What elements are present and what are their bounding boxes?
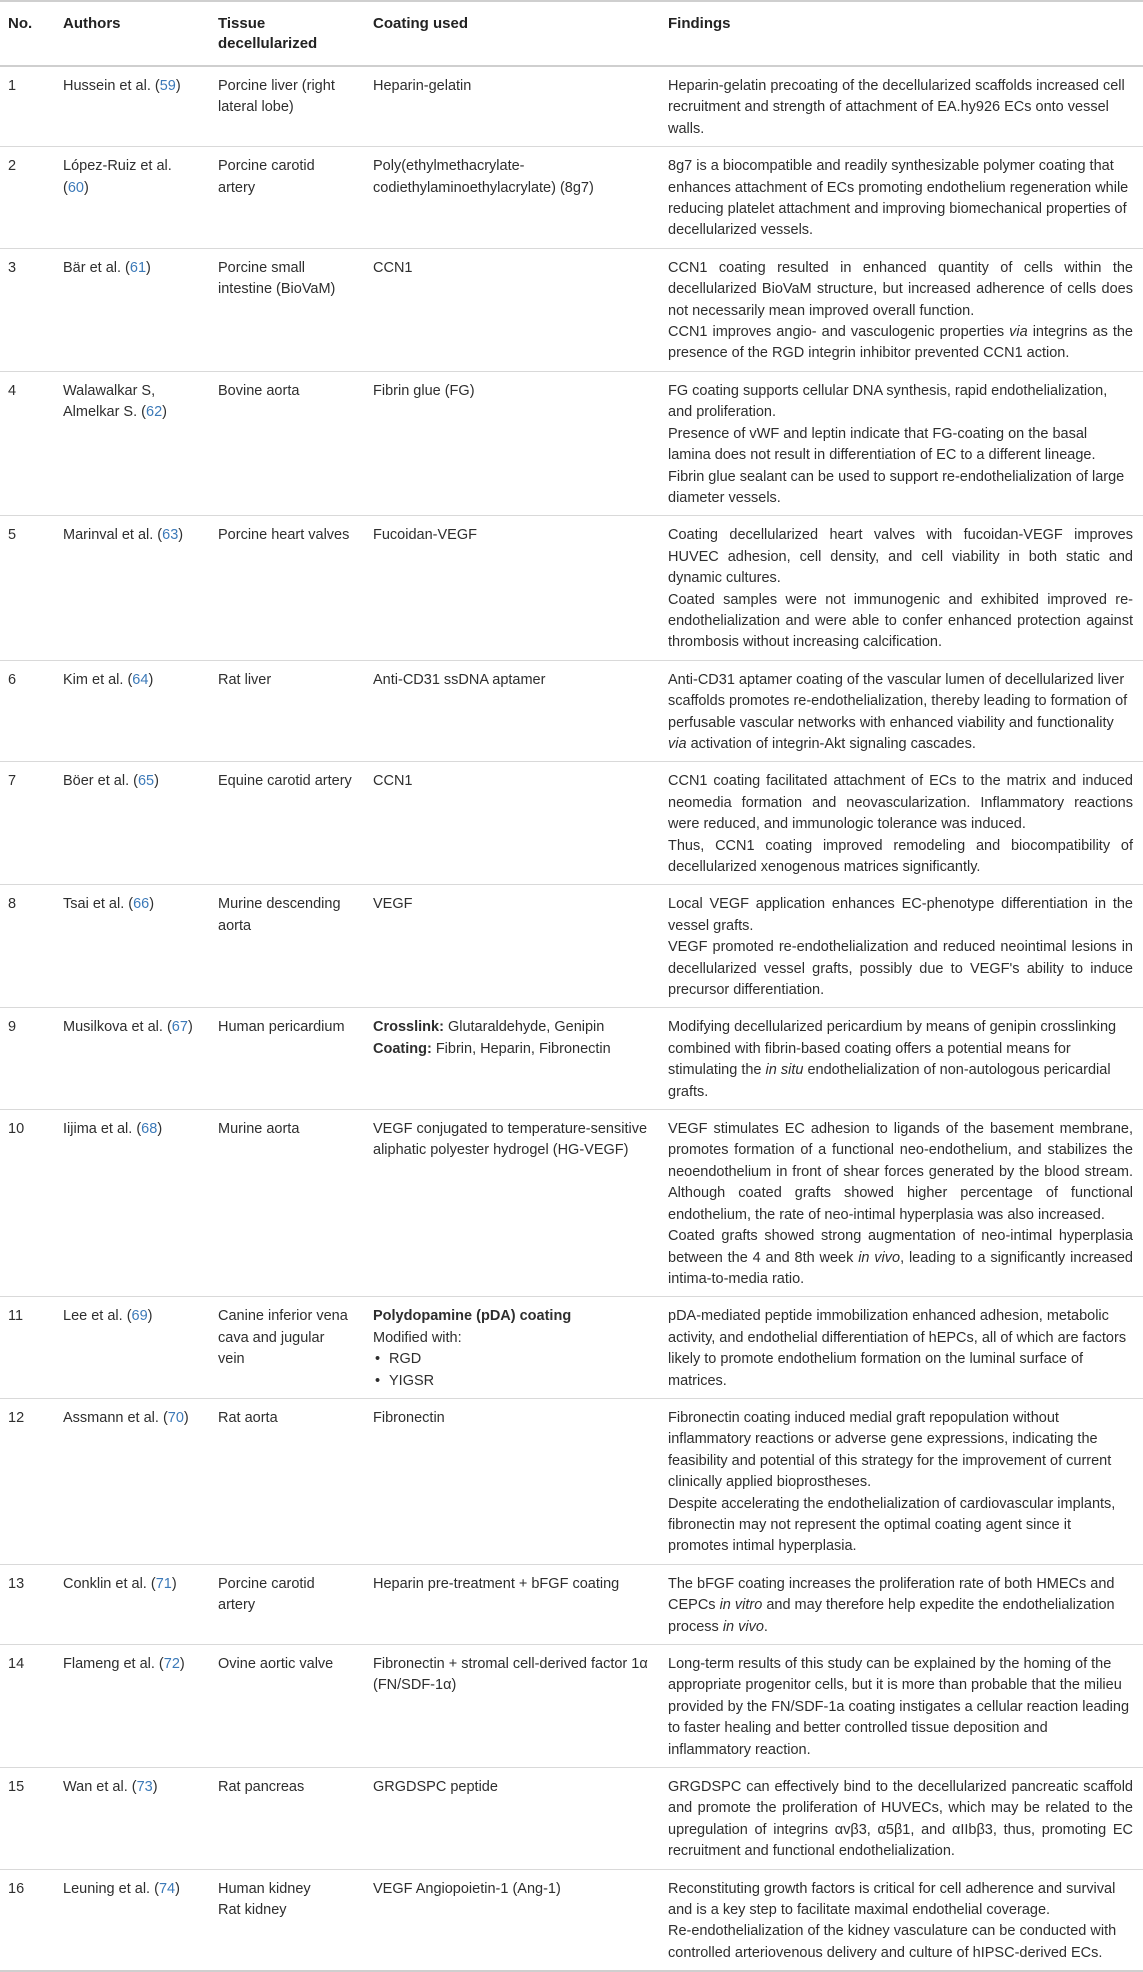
- finding-paragraph: 8g7 is a biocompatible and readily synthesizable polymer coating that enhances attachment of ECs promoting endothelium regeneration while reducing platelet attachment and improving biomechanical properties of decellularized vessels.: [668, 158, 1129, 239]
- table-body: [0, 66, 1143, 1971]
- row-tissue: Porcine liver (right lateral lobe): [210, 66, 365, 147]
- author-names: López-Ruiz et al.: [63, 158, 172, 175]
- row-number: 6: [0, 660, 55, 762]
- row-number: 2: [0, 147, 55, 249]
- row-findings: [660, 1297, 1143, 1399]
- header-findings: Findings: [660, 1, 1143, 66]
- row-authors: Assmann et al. (70): [55, 1398, 210, 1564]
- table-row: [0, 66, 1143, 147]
- citation-link[interactable]: 66: [133, 896, 150, 913]
- row-authors: Böer et al. (65): [55, 762, 210, 885]
- row-coating: [365, 1297, 660, 1399]
- row-number: 8: [0, 885, 55, 1008]
- row-findings: [660, 147, 1143, 249]
- finding-paragraph: Coated samples were not immunogenic and exhibited improved re-endothelialization and were able to confer enhanced protection against thrombosis without increasing calcification.: [668, 591, 1133, 651]
- row-number: 5: [0, 516, 55, 660]
- row-coating: Anti-CD31 ssDNA aptamer: [365, 660, 660, 762]
- row-findings: [660, 1008, 1143, 1110]
- row-tissue: Canine inferior vena cava and jugular vein: [210, 1297, 365, 1399]
- author-names: Leuning et al.: [63, 1880, 151, 1897]
- citation-link[interactable]: 69: [131, 1308, 148, 1325]
- row-authors: Wan et al. (73): [55, 1768, 210, 1870]
- finding-paragraph: FG coating supports cellular DNA synthesis, rapid endothelialization, and proliferation.: [668, 382, 1108, 421]
- citation-link[interactable]: 72: [163, 1656, 180, 1672]
- coating-subtitle: Modified with:: [373, 1329, 462, 1346]
- citation-link[interactable]: 64: [132, 671, 149, 688]
- coating-modifier-item: • RGD: [389, 1349, 650, 1370]
- row-authors: Marinval et al. (63): [55, 516, 210, 660]
- row-number: 11: [0, 1297, 55, 1399]
- citation-link[interactable]: 73: [136, 1779, 153, 1796]
- table-row: [0, 1398, 1143, 1564]
- finding-paragraph: Re-endothelialization of the kidney vasculature can be conducted with controlled arteriovenous delivery and culture of hIPSC-derived ECs.: [668, 1923, 1117, 1961]
- row-authors: Kim et al. (64): [55, 660, 210, 762]
- table-row: [0, 516, 1143, 660]
- row-number: 3: [0, 248, 55, 371]
- table-row: [0, 1297, 1143, 1399]
- row-coating: CCN1: [365, 762, 660, 885]
- finding-paragraph: Despite accelerating the endothelialization of cardiovascular implants, fibronectin may not represent the optimal coating agent since it promotes intimal hyperplasia.: [668, 1495, 1116, 1555]
- citation-link[interactable]: 59: [159, 78, 176, 94]
- row-tissue: Rat liver: [210, 660, 365, 762]
- row-tissue: Human pericardium: [210, 1008, 365, 1110]
- row-findings: [660, 1768, 1143, 1870]
- citation-link[interactable]: 65: [137, 773, 155, 790]
- table-row: [0, 1110, 1143, 1297]
- table-row: [0, 1869, 1143, 1971]
- row-number: 10: [0, 1110, 55, 1297]
- row-coating: CCN1: [365, 248, 660, 371]
- table-row: [0, 371, 1143, 515]
- citation-link[interactable]: 70: [167, 1409, 184, 1426]
- author-names: Conklin et al.: [63, 1575, 147, 1592]
- author-names: Kim et al.: [63, 671, 124, 688]
- header-no: No.: [0, 1, 55, 66]
- row-findings: [660, 1564, 1143, 1644]
- row-number: 12: [0, 1398, 55, 1564]
- row-tissue: Ovine aortic valve: [210, 1645, 365, 1768]
- finding-paragraph: Thus, CCN1 coating improved remodeling and biocompatibility of decellularized xenogenous matrices significantly.: [668, 837, 1133, 875]
- row-findings: [660, 66, 1143, 147]
- row-coating: Heparin pre-treatment + bFGF coating: [365, 1564, 660, 1644]
- row-findings: [660, 1645, 1143, 1768]
- row-findings: [660, 1398, 1143, 1564]
- author-names: Hussein et al.: [63, 78, 151, 94]
- finding-paragraph: GRGDSPC can effectively bind to the decellularized pancreatic scaffold and promote the proliferation of HUVECs, which may be related to the upregulation of integrins αvβ3, α5β1, and αIIbβ3, thus, promoting EC recruitment and functional endothelialization.: [668, 1779, 1133, 1860]
- author-names: Flameng et al.: [63, 1656, 155, 1672]
- coating-modifier-item: • YIGSR: [389, 1371, 650, 1392]
- row-number: 14: [0, 1645, 55, 1768]
- table-row: [0, 1564, 1143, 1644]
- author-names: Assmann et al.: [63, 1409, 159, 1426]
- row-coating: Fibronectin + stromal cell-derived factor 1α (FN/SDF-1α): [365, 1645, 660, 1768]
- finding-paragraph: CCN1 improves angio- and vasculogenic properties via integrins as the presence of the RGD integrin inhibitor prevented CCN1 action.: [668, 324, 1133, 362]
- author-names: Tsai et al.: [63, 896, 125, 913]
- finding-paragraph: VEGF promoted re-endothelialization and reduced neointimal lesions in decellularized vessel grafts, possibly due to VEGF's ability to induce precursor differentiation.: [668, 939, 1133, 999]
- author-names: Walawalkar S, Almelkar S.: [63, 382, 156, 421]
- finding-paragraph: Coated grafts showed strong augmentation of neo-intimal hyperplasia between the 4 and 8th week in vivo, leading to a significantly increased intima-to-media ratio.: [668, 1228, 1133, 1287]
- author-names: Marinval et al.: [63, 527, 154, 544]
- citation-link[interactable]: 68: [141, 1121, 158, 1138]
- header-row: [0, 1, 1143, 66]
- row-coating: VEGF conjugated to temperature-sensitive aliphatic polyester hydrogel (HG-VEGF): [365, 1110, 660, 1297]
- row-authors: Conklin et al. (71): [55, 1564, 210, 1644]
- row-number: 7: [0, 762, 55, 885]
- author-names: Bär et al.: [63, 259, 122, 276]
- row-tissue: Porcine carotid artery: [210, 147, 365, 249]
- row-coating: VEGF Angiopoietin-1 (Ang-1): [365, 1869, 660, 1971]
- row-tissue: Porcine carotid artery: [210, 1564, 365, 1644]
- row-number: 4: [0, 371, 55, 515]
- table-row: [0, 1645, 1143, 1768]
- finding-paragraph: Fibronectin coating induced medial graft repopulation without inflammatory reactions or adverse gene expressions, indicating the feasibility and potential of this strategy for the improvement of current clinically applied bioprostheses.: [668, 1409, 1112, 1491]
- author-names: Iijima et al.: [63, 1121, 133, 1138]
- table-row: [0, 660, 1143, 762]
- row-authors: Walawalkar S, Almelkar S. (62): [55, 371, 210, 515]
- row-findings: [660, 885, 1143, 1008]
- row-findings: [660, 371, 1143, 515]
- coating-crosslink-line: [373, 1017, 650, 1038]
- finding-paragraph: CCN1 coating resulted in enhanced quantity of cells within the decellularized BioVaM structure, but increased adherence of cells does not necessarily mean improved overall function.: [668, 259, 1133, 319]
- row-coating: Fibrin glue (FG): [365, 371, 660, 515]
- finding-paragraph: Coating decellularized heart valves with fucoidan-VEGF improves HUVEC adhesion, cell density, and cell viability in both static and dynamic cultures.: [668, 527, 1133, 587]
- row-tissue: Rat pancreas: [210, 1768, 365, 1870]
- author-names: Böer et al.: [63, 773, 130, 790]
- author-names: Lee et al.: [63, 1308, 123, 1325]
- table-row: [0, 1768, 1143, 1870]
- row-number: 1: [0, 66, 55, 147]
- finding-paragraph: VEGF stimulates EC adhesion to ligands of the basement membrane, promotes formation of a functional neo-endothelium, and stabilizes the neoendothelium in front of shear forces generated by the blood stream. Although coated grafts showed higher percentage of functional endothelium, the rate of neo-intimal hyperplasia was also increased.: [668, 1121, 1133, 1223]
- table-row: [0, 1008, 1143, 1110]
- row-tissue: Rat aorta: [210, 1398, 365, 1564]
- finding-paragraph: CCN1 coating facilitated attachment of ECs to the matrix and induced neomedia formation and neovascularization. Inflammatory reactions were reduced, and immunologic tolerance was induced.: [668, 773, 1133, 833]
- citation-link[interactable]: 74: [158, 1880, 176, 1897]
- header-tissue: Tissue decellularized: [210, 1, 365, 66]
- row-coating: Fucoidan-VEGF: [365, 516, 660, 660]
- header-authors: Authors: [55, 1, 210, 66]
- coating-label: Coating:: [373, 1040, 432, 1057]
- row-tissue: Porcine small intestine (BioVaM): [210, 248, 365, 371]
- row-coating: Heparin-gelatin: [365, 66, 660, 147]
- row-findings: [660, 248, 1143, 371]
- table-header: [0, 1, 1143, 66]
- row-tissue: Murine descending aorta: [210, 885, 365, 1008]
- table-row: [0, 147, 1143, 249]
- row-findings: [660, 1110, 1143, 1297]
- table-row: [0, 885, 1143, 1008]
- table-row: [0, 762, 1143, 885]
- row-findings: [660, 516, 1143, 660]
- row-findings: [660, 762, 1143, 885]
- row-authors: López-Ruiz et al. (60): [55, 147, 210, 249]
- row-coating: [365, 1008, 660, 1110]
- finding-paragraph: pDA-mediated peptide immobilization enhanced adhesion, metabolic activity, and endothelial differentiation of hEPCs, all of which are factors likely to promote endothelium formation on the luminal surface of matrices.: [668, 1308, 1127, 1389]
- row-coating: VEGF: [365, 885, 660, 1008]
- citation-link[interactable]: 71: [155, 1575, 172, 1592]
- coating-value: Fibrin, Heparin, Fibronectin: [435, 1040, 611, 1057]
- crosslink-value: Glutaraldehyde, Genipin: [447, 1019, 605, 1036]
- row-number: 13: [0, 1564, 55, 1644]
- tissue-line: Human kidney: [218, 1880, 311, 1897]
- row-authors: Flameng et al. (72): [55, 1645, 210, 1768]
- citation-link[interactable]: 67: [171, 1019, 188, 1036]
- row-tissue: Porcine heart valves: [210, 516, 365, 660]
- row-tissue: Murine aorta: [210, 1110, 365, 1297]
- row-coating: Poly(ethylmethacrylate-codiethylaminoethylacrylate) (8g7): [365, 147, 660, 249]
- author-names: Musilkova et al.: [63, 1019, 163, 1036]
- header-coating: Coating used: [365, 1, 660, 66]
- crosslink-label: Crosslink:: [373, 1019, 444, 1036]
- row-coating: Fibronectin: [365, 1398, 660, 1564]
- finding-paragraph: Fibrin glue sealant can be used to support re-endothelialization of large diameter vessels.: [668, 468, 1125, 506]
- row-number: 9: [0, 1008, 55, 1110]
- coating-title: Polydopamine (pDA) coating: [373, 1308, 572, 1325]
- row-authors: Lee et al. (69): [55, 1297, 210, 1399]
- finding-paragraph: Long-term results of this study can be explained by the homing of the appropriate progenitor cells, but it is more than probable that the milieu provided by the FN/SDF-1a coating instigates a cellular reaction leading to faster healing and better controlled tissue deposition and inflammatory reaction.: [668, 1656, 1130, 1758]
- row-authors: Iijima et al. (68): [55, 1110, 210, 1297]
- citation-link[interactable]: 62: [146, 404, 163, 421]
- finding-paragraph: Reconstituting growth factors is critical for cell adherence and survival and is a key step to facilitate maximal endothelial coverage.: [668, 1880, 1116, 1919]
- finding-paragraph: Modifying decellularized pericardium by means of genipin crosslinking combined with fibrin-based coating offers a potential means for stimulating the in situ endothelialization of non-autologous pericardial grafts.: [668, 1019, 1117, 1100]
- finding-paragraph: The bFGF coating increases the proliferation rate of both HMECs and CEPCs in vitro and may therefore help expedite the endothelialization process in vivo.: [668, 1575, 1115, 1635]
- finding-paragraph: Local VEGF application enhances EC-phenotype differentiation in the vessel grafts.: [668, 896, 1133, 934]
- table-row: [0, 248, 1143, 371]
- coating-modifier-list: [373, 1349, 650, 1392]
- row-authors: Leuning et al. (74): [55, 1869, 210, 1971]
- row-number: 15: [0, 1768, 55, 1870]
- row-authors: Bär et al. (61): [55, 248, 210, 371]
- finding-paragraph: Anti-CD31 aptamer coating of the vascular lumen of decellularized liver scaffolds promotes re-endothelialization, thereby leading to formation of perfusable vascular networks with enhanced viability and functionality via activation of integrin-Akt signaling cascades.: [668, 671, 1128, 752]
- row-tissue: [210, 1869, 365, 1971]
- citation-link[interactable]: 61: [129, 259, 147, 276]
- citation-link[interactable]: 60: [67, 179, 84, 196]
- citation-link[interactable]: 63: [162, 527, 179, 544]
- row-authors: Tsai et al. (66): [55, 885, 210, 1008]
- coating-coating-line: [373, 1039, 650, 1060]
- row-tissue: Bovine aorta: [210, 371, 365, 515]
- row-findings: [660, 660, 1143, 762]
- row-authors: Musilkova et al. (67): [55, 1008, 210, 1110]
- finding-paragraph: Presence of vWF and leptin indicate that FG-coating on the basal lamina does not result in differentiation of EC to a different lineage.: [668, 425, 1096, 464]
- row-authors: Hussein et al. (59): [55, 66, 210, 147]
- row-coating: GRGDSPC peptide: [365, 1768, 660, 1870]
- row-tissue: Equine carotid artery: [210, 762, 365, 885]
- row-number: 16: [0, 1869, 55, 1971]
- row-findings: [660, 1869, 1143, 1971]
- finding-paragraph: Heparin-gelatin precoating of the decellularized scaffolds increased cell recruitment and strength of attachment of EA.hy926 ECs onto vessel walls.: [668, 78, 1125, 137]
- author-names: Wan et al.: [63, 1779, 128, 1796]
- tissue-line: Rat kidney: [218, 1902, 287, 1919]
